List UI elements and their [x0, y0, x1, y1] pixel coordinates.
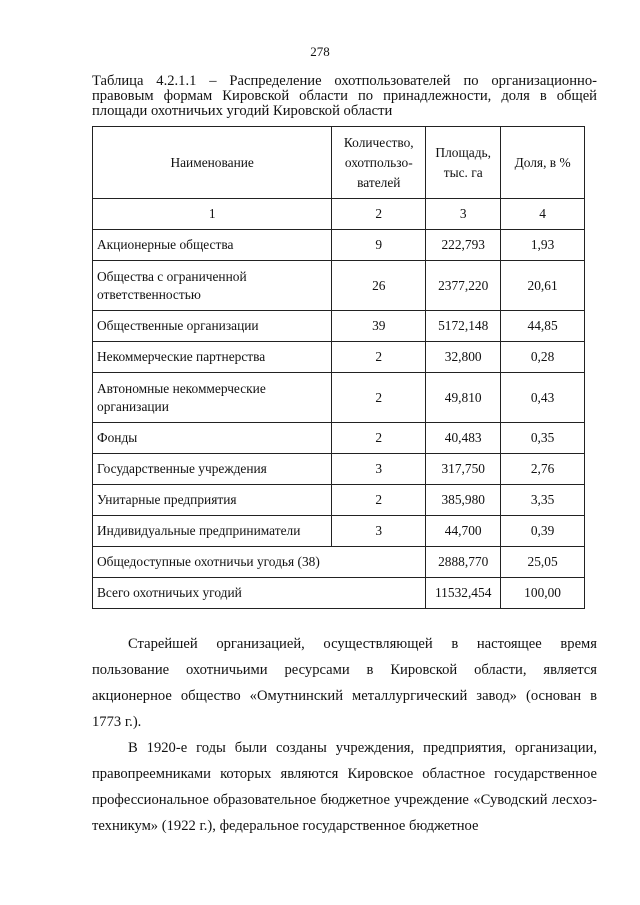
row-count: 26 — [332, 261, 426, 311]
row-name: Некоммерческие партнерства — [93, 342, 332, 373]
column-number: 2 — [332, 199, 426, 230]
table-caption: Таблица 4.2.1.1 – Распределение охотпользователей по организационно-правовым формам Кировской области по принадлежности, доля в общей площади охотничьих угодий Кировской области — [92, 73, 597, 119]
row-share: 20,61 — [501, 261, 585, 311]
table-row — [93, 516, 585, 547]
hunting-users-table — [92, 126, 585, 609]
total-share: 100,00 — [501, 578, 585, 609]
row-share: 0,43 — [501, 373, 585, 423]
row-name: Общества с ограниченной ответственностью — [93, 261, 332, 311]
row-name: Фонды — [93, 423, 332, 454]
row-name: Общественные организации — [93, 311, 332, 342]
header-name: Наименование — [93, 127, 332, 199]
row-share: 2,76 — [501, 454, 585, 485]
row-area: 40,483 — [426, 423, 501, 454]
table-row — [93, 454, 585, 485]
row-count: 2 — [332, 342, 426, 373]
total-name: Всего охотничьих угодий — [93, 578, 426, 609]
paragraph: Старейшей организацией, осуществляющей в настоящее время пользование охотничьими ресурсами в Кировской области, является акционерное общество «Омутнинский металлургический завод» (основан в 1773 г.). — [92, 636, 597, 730]
row-name: Автономные некоммерческие организации — [93, 373, 332, 423]
table-row — [93, 230, 585, 261]
row-name: Акционерные общества — [93, 230, 332, 261]
total-row — [93, 578, 585, 609]
table-row — [93, 485, 585, 516]
page-number: 278 — [310, 44, 330, 59]
row-area: 2377,220 — [426, 261, 501, 311]
table-header-row — [93, 127, 585, 199]
public-grounds-share: 25,05 — [501, 547, 585, 578]
row-area: 32,800 — [426, 342, 501, 373]
paragraph: В 1920-е годы были созданы учреждения, предприятия, организации, правопреемниками которых являются Кировское областное государственное профессиональное образовательное бюджетное учреждение «Суводский лесхоз-техникум» (1922 г.), федеральное государственное бюджетное — [92, 740, 597, 834]
column-number-row — [93, 199, 585, 230]
table-row — [93, 373, 585, 423]
header-share: Доля, в % — [501, 127, 585, 199]
row-area: 385,980 — [426, 485, 501, 516]
column-number: 1 — [93, 199, 332, 230]
row-area: 49,810 — [426, 373, 501, 423]
row-count: 3 — [332, 516, 426, 547]
public-grounds-row — [93, 547, 585, 578]
header-area: Площадь, тыс. га — [426, 127, 501, 199]
row-count: 2 — [332, 423, 426, 454]
table-row — [93, 261, 585, 311]
body-text — [92, 631, 597, 839]
row-name: Индивидуальные предприниматели — [93, 516, 332, 547]
column-number: 4 — [501, 199, 585, 230]
row-count: 2 — [332, 373, 426, 423]
column-number: 3 — [426, 199, 501, 230]
row-count: 3 — [332, 454, 426, 485]
table-row — [93, 423, 585, 454]
row-name: Унитарные предприятия — [93, 485, 332, 516]
public-grounds-name: Общедоступные охотничьи угодья (38) — [93, 547, 426, 578]
row-count: 2 — [332, 485, 426, 516]
row-name: Государственные учреждения — [93, 454, 332, 485]
row-count: 39 — [332, 311, 426, 342]
row-area: 44,700 — [426, 516, 501, 547]
total-area: 11532,454 — [426, 578, 501, 609]
row-area: 317,750 — [426, 454, 501, 485]
public-grounds-area: 2888,770 — [426, 547, 501, 578]
row-share: 0,35 — [501, 423, 585, 454]
table-row — [93, 311, 585, 342]
row-share: 0,39 — [501, 516, 585, 547]
row-share: 1,93 — [501, 230, 585, 261]
row-share: 3,35 — [501, 485, 585, 516]
row-share: 0,28 — [501, 342, 585, 373]
row-area: 222,793 — [426, 230, 501, 261]
row-area: 5172,148 — [426, 311, 501, 342]
row-count: 9 — [332, 230, 426, 261]
header-count: Количество, охотпользо-вателей — [332, 127, 426, 199]
row-share: 44,85 — [501, 311, 585, 342]
table-row — [93, 342, 585, 373]
